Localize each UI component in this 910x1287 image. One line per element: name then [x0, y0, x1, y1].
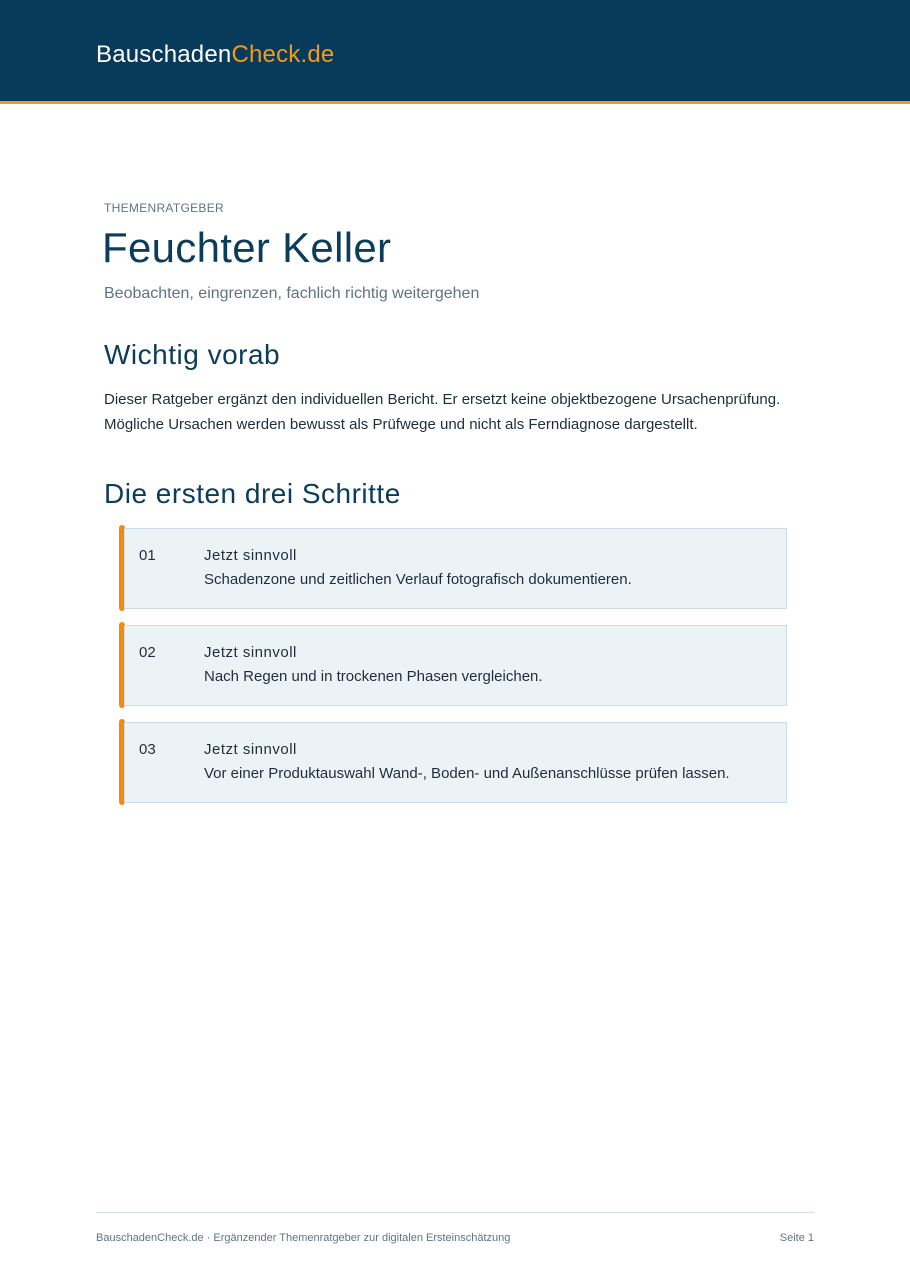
page-number: Seite 1: [779, 1232, 814, 1244]
document-eyebrow: THEMENRATGEBER: [104, 201, 224, 215]
step-number: 02: [139, 644, 156, 661]
document-title: Feuchter Keller: [102, 224, 392, 271]
page-header: [0, 0, 910, 104]
brand-name-primary: Bauschaden: [96, 41, 232, 68]
step-item: [119, 719, 787, 805]
step-card: [124, 722, 787, 803]
step-item: [119, 622, 787, 708]
step-item: [119, 525, 787, 611]
step-label: Jetzt sinnvoll: [204, 741, 297, 758]
brand-logo: [96, 41, 334, 69]
step-label: Jetzt sinnvoll: [204, 547, 297, 564]
section-heading-vorab: Wichtig vorab: [104, 339, 281, 370]
section-heading-schritte: Die ersten drei Schritte: [104, 478, 401, 509]
step-number: 01: [139, 547, 156, 564]
footer-divider: [96, 1212, 814, 1213]
step-number: 03: [139, 741, 156, 758]
step-text: Nach Regen und in trockenen Phasen vergleichen.: [204, 668, 543, 685]
document-subtitle: Beobachten, eingrenzen, fachlich richtig weitergehen: [104, 285, 480, 302]
step-text: Vor einer Produktauswahl Wand-, Boden- und Außenanschlüsse prüfen lassen.: [204, 765, 730, 782]
brand-name-accent: Check.de: [231, 41, 335, 68]
footer-text: BauschadenCheck.de · Ergänzender Themenratgeber zur digitalen Ersteinschätzung: [96, 1232, 511, 1244]
step-card: [124, 625, 787, 706]
step-label: Jetzt sinnvoll: [204, 644, 297, 661]
step-card: [124, 528, 787, 609]
section-text-vorab: Dieser Ratgeber ergänzt den individuellen Bericht. Er ersetzt keine objektbezogene Ursachenprüfung. Mögliche Ursachen werden bewusst als Prüfwege und nicht als Ferndiagnose dargestellt.: [104, 391, 781, 433]
step-text: Schadenzone und zeitlichen Verlauf fotografisch dokumentieren.: [204, 571, 632, 588]
